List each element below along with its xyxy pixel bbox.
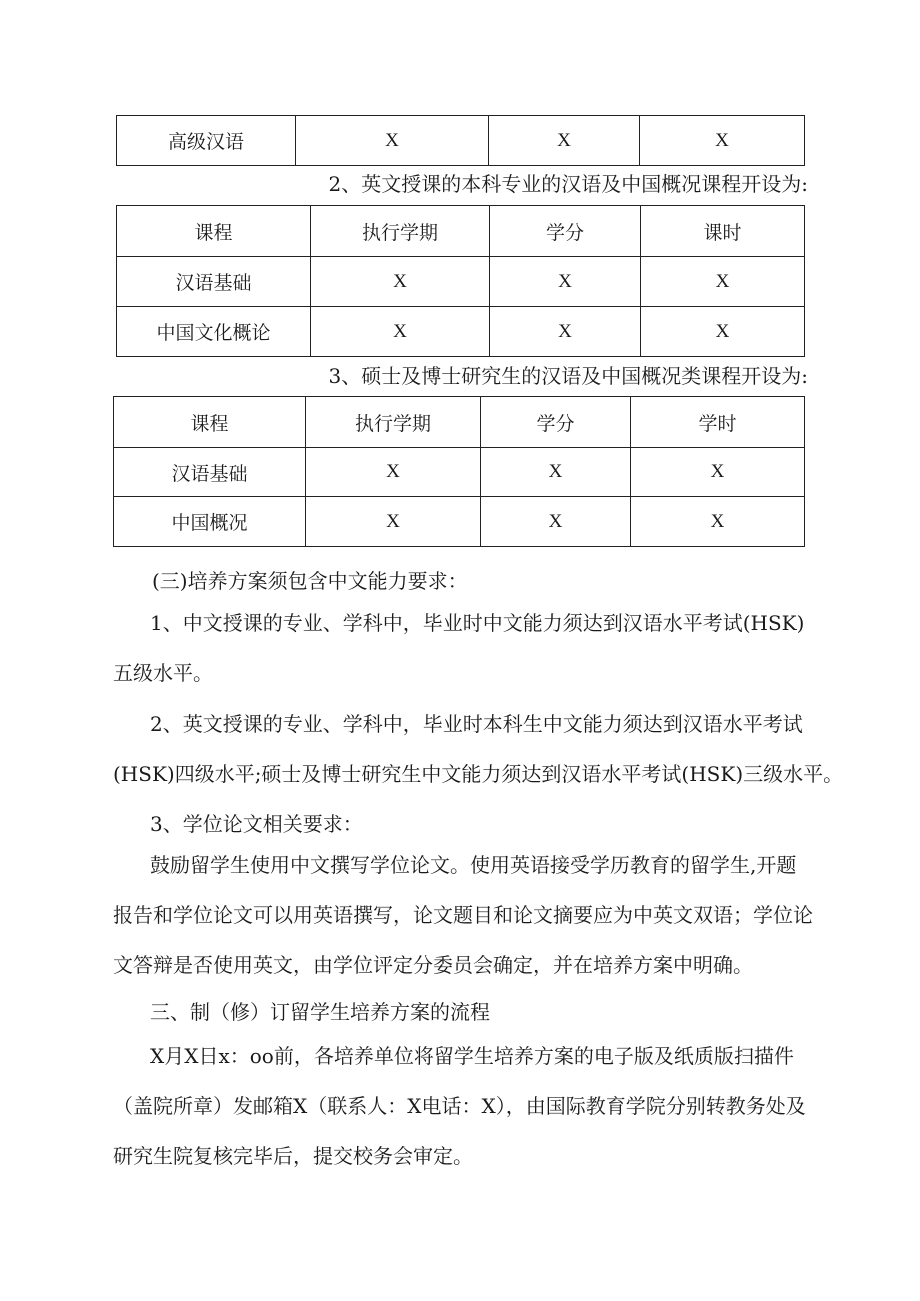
table-cell: X xyxy=(311,307,490,357)
table-row xyxy=(117,116,805,166)
table-row xyxy=(114,448,805,497)
graduate-courses-heading: 3、硕士及博士研究生的汉语及中国概况类课程开设为: xyxy=(328,364,808,388)
thesis-requirements-paragraph: 鼓励留学生使用中文撰写学位论文。使用英语接受学历教育的留学生,开题报告和学位论文可以用英语撰写，论文题目和论文摘要应为中英文双语；学位论文答辩是否使用英文，由学位评定分委员会确定，并在培养方案中明确。 xyxy=(113,853,813,977)
column-header: 学时 xyxy=(631,397,805,448)
table-row xyxy=(117,307,805,357)
table-row xyxy=(117,257,805,307)
column-header: 课程 xyxy=(114,397,306,448)
table-cell: X xyxy=(490,257,641,307)
undergrad-english-course-table xyxy=(116,205,805,357)
column-header: 执行学期 xyxy=(311,206,490,257)
column-header: 执行学期 xyxy=(306,397,481,448)
table-cell: X xyxy=(641,307,805,357)
column-header: 课程 xyxy=(117,206,311,257)
table-cell: X xyxy=(306,497,481,547)
table-cell: X xyxy=(641,257,805,307)
table-cell: X xyxy=(296,116,489,166)
table-cell: X xyxy=(306,448,481,497)
undergrad-english-courses-heading: 2、英文授课的本科专业的汉语及中国概况课程开设为: xyxy=(328,172,808,196)
section-title-chinese-requirements: (三)培养方案须包含中文能力要求： xyxy=(152,569,468,593)
process-paragraph: X月X日x：oo前，各培养单位将留学生培养方案的电子版及纸质版扫描件（盖院所章）发邮箱X（联系人：X电话：X），由国际教育学院分别转教务处及研究生院复核完毕后，提交校务会审定。 xyxy=(113,1044,806,1168)
table-cell: X xyxy=(481,448,631,497)
requirement-chinese-taught: 1、中文授课的专业、学科中，毕业时中文能力须达到汉语水平考试(HSK)五级水平。 xyxy=(113,611,805,685)
section-three-title: 三、制（修）订留学生培养方案的流程 xyxy=(150,1000,490,1024)
table-cell: 汉语基础 xyxy=(117,257,311,307)
column-header: 学分 xyxy=(481,397,631,448)
table-cell: 中国文化概论 xyxy=(117,307,311,357)
table-cell: X xyxy=(631,497,805,547)
column-header: 课时 xyxy=(641,206,805,257)
table-cell: 汉语基础 xyxy=(114,448,306,497)
column-header: 学分 xyxy=(490,206,641,257)
table-cell: X xyxy=(640,116,805,166)
thesis-requirements-title: 3、学位论文相关要求： xyxy=(150,812,363,836)
requirement-english-taught-line2: (HSK)四级水平;硕士及博士研究生中文能力须达到汉语水平考试(HSK)三级水平。 xyxy=(113,762,844,786)
table-header-row xyxy=(117,206,805,257)
table-header-row xyxy=(114,397,805,448)
table-cell: 中国概况 xyxy=(114,497,306,547)
table-cell: X xyxy=(631,448,805,497)
table-row xyxy=(114,497,805,547)
graduate-course-table xyxy=(113,396,805,547)
table-cell: 高级汉语 xyxy=(117,116,296,166)
course-table-continued xyxy=(116,115,805,166)
table-cell: X xyxy=(490,307,641,357)
table-cell: X xyxy=(489,116,640,166)
table-cell: X xyxy=(311,257,490,307)
requirement-english-taught-line1: 2、英文授课的专业、学科中，毕业时本科生中文能力须达到汉语水平考试 xyxy=(150,712,803,736)
table-cell: X xyxy=(481,497,631,547)
